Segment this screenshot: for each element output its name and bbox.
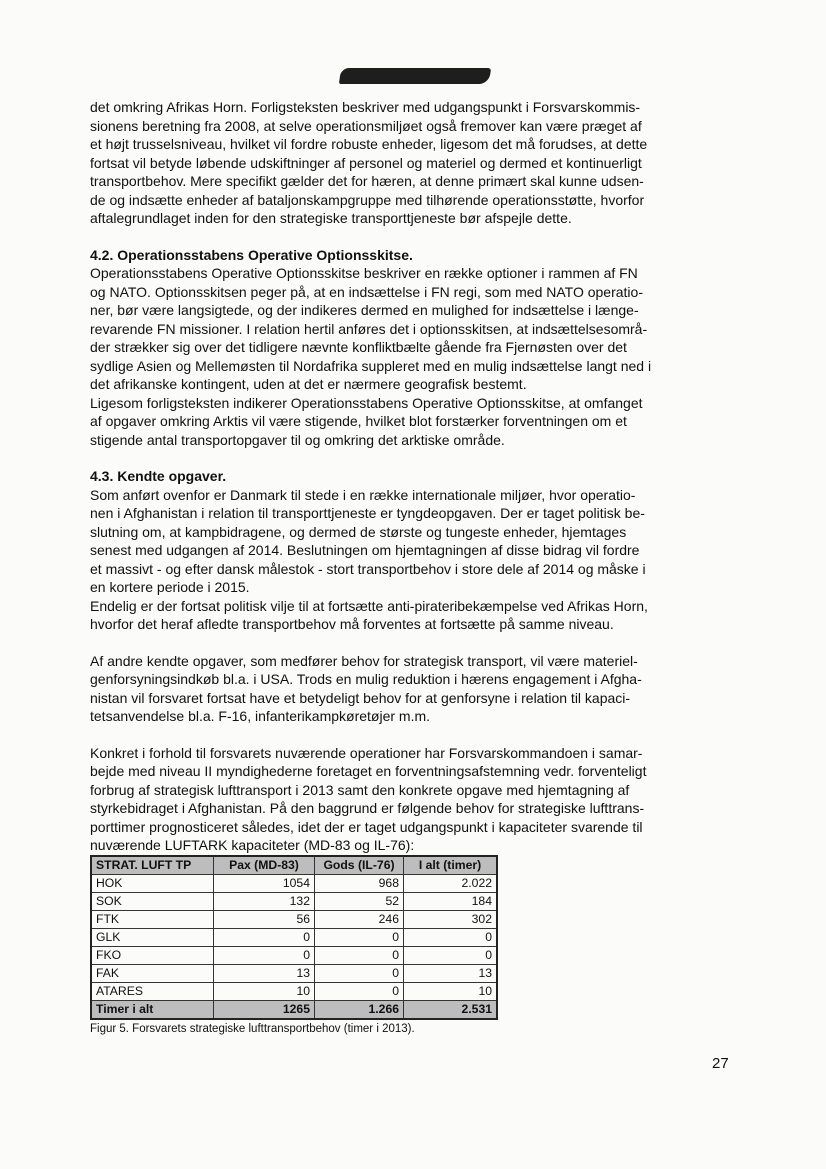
table-cell: 10 — [404, 982, 498, 1000]
text-line: senest med udgangen af 2014. Beslutningen om hjemtagningen af disse bidrag vil fordre — [90, 542, 640, 558]
text-line: forbrug af strategisk lufttransport i 2013 samt den konkrete opgave med hjemtagning af — [90, 781, 630, 798]
text-line: Af andre kendte opgaver, som medfører behov for strategisk transport, vil være materiel- — [90, 652, 638, 669]
text-line: revarende FN missioner. I relation hertil anføres det i optionsskitsen, at indsættelsesområ- — [90, 320, 648, 337]
table-cell: 302 — [404, 910, 498, 928]
text-line: af opgaver omkring Arktis vil være stigende, hvilket blot forstærker forventningen om et — [90, 413, 627, 429]
text-line: ner, bør være langsigtede, og der indikeres dermed en mulighed for indsættelse i længe- — [90, 302, 639, 318]
text-line: det afrikanske kontingent, uden at det er nærmere geografisk bestemt. — [90, 376, 527, 392]
table-cell: 968 — [315, 874, 404, 892]
section-4-3-paragraph-2 — [90, 652, 735, 726]
table-cell: FTK — [91, 910, 214, 928]
text-line: Som anført ovenfor er Danmark til stede i en række internationale miljøer, hvor operatio- — [90, 486, 636, 503]
table-row — [91, 874, 497, 892]
text-line: et højt trusselsniveau, hvilket vil fordre robuste enheder, ligesom det må forudses, at dette — [90, 136, 648, 152]
table-header-row — [91, 856, 497, 875]
text-line: slutning om, at kampbidragene, og dermed de største og tungeste enheder, hjemtages — [90, 523, 627, 540]
text-line: fortsat vil betyde løbende udskiftninger af personel og materiel og dermed et kontinuerligt — [90, 154, 642, 171]
table-cell: 0 — [404, 946, 498, 964]
text-line: de og indsætte enheder af bataljonskampgruppe med tilhørende operationsstøtte, hvorfor — [90, 191, 645, 208]
table-row — [91, 928, 497, 946]
column-header: STRAT. LUFT TP — [91, 856, 214, 875]
table-cell: 0 — [315, 946, 404, 964]
column-header: Pax (MD-83) — [214, 856, 315, 875]
text-line: Endelig er der fortsat politisk vilje til at fortsætte anti-pirateribekæmpelse ved Afrikas Horn, — [90, 597, 648, 614]
table-cell: GLK — [91, 928, 214, 946]
document-body — [90, 98, 735, 1038]
table-cell: SOK — [91, 892, 214, 910]
text-line: genforsyningsindkøb bl.a. i USA. Trods en mulig reduktion i hærens engagement i Afgha- — [90, 671, 642, 687]
table-cell: HOK — [91, 874, 214, 892]
table-cell: 0 — [404, 928, 498, 946]
column-header: Gods (IL-76) — [315, 856, 404, 875]
table-cell: 132 — [214, 892, 315, 910]
table-cell: 1054 — [214, 874, 315, 892]
table-cell: 13 — [404, 964, 498, 982]
text-line: aftalegrundlaget inden for den strategiske transporttjeneste bør afspejle dette. — [90, 210, 572, 226]
figure-caption: Figur 5. Forsvarets strategiske lufttransportbehov (timer i 2013). — [90, 1022, 415, 1035]
text-line: sionens beretning fra 2008, at selve operationsmiljøet også fremover kan være præget af — [90, 117, 642, 134]
text-line: en kortere periode i 2015. — [90, 579, 250, 595]
section-heading-4-2: 4.2. Operationsstabens Operative Optionsskitse. — [90, 246, 413, 263]
text-line: styrkebidraget i Afghanistan. På den baggrund er følgende behov for strategiske lufttrans- — [90, 800, 645, 816]
table-cell: 0 — [214, 946, 315, 964]
table-cell: Timer i alt — [91, 1000, 214, 1019]
section-heading-4-3: 4.3. Kendte opgaver. — [90, 468, 227, 484]
table-row — [91, 982, 497, 1000]
airlift-hours-table — [90, 855, 498, 1020]
table-cell: 2.022 — [404, 874, 498, 892]
table-cell: FKO — [91, 946, 214, 964]
table-row — [91, 910, 497, 928]
intro-paragraph — [90, 98, 735, 228]
text-line: porttimer prognosticeret således, idet der er taget udgangspunkt i kapaciteter svarende til — [90, 818, 643, 835]
redaction-mark — [339, 68, 491, 84]
table-total-row — [91, 1000, 497, 1019]
table-cell: 246 — [315, 910, 404, 928]
text-line: nen i Afghanistan i relation til transporttjeneste er tyngdeopgaven. Der er taget politisk be- — [90, 505, 645, 521]
table-cell: 0 — [315, 928, 404, 946]
table-cell: 1265 — [214, 1000, 315, 1019]
table-cell: 0 — [214, 928, 315, 946]
text-line: sydlige Asien og Mellemøsten til Nordafrika suppleret med en mulig indsættelse langt ned i — [90, 357, 652, 374]
text-line: et massivt - og efter dansk målestok - stort transportbehov i store dele af 2014 og måske i — [90, 560, 646, 577]
table-cell: 184 — [404, 892, 498, 910]
text-line: stigende antal transportopgaver til og omkring det arktiske område. — [90, 431, 505, 448]
table-cell: 52 — [315, 892, 404, 910]
table-cell: 10 — [214, 982, 315, 1000]
table-cell: 0 — [315, 964, 404, 982]
table-cell: 13 — [214, 964, 315, 982]
table-row — [91, 946, 497, 964]
table-row — [91, 964, 497, 982]
text-line: transportbehov. Mere specifikt gælder det for hæren, at denne primært skal kunne udsen- — [90, 173, 644, 189]
text-line: det omkring Afrikas Horn. Forligsteksten beskriver med udgangspunkt i Forsvarskommis- — [90, 99, 641, 115]
text-line: bejde med niveau II myndighederne foretaget en forventningsafstemning vedr. forventeligt — [90, 763, 647, 779]
column-header: I alt (timer) — [404, 856, 498, 875]
section-4-3-paragraph-3 — [90, 744, 735, 855]
table-cell: 1.266 — [315, 1000, 404, 1019]
text-line: Konkret i forhold til forsvarets nuværende operationer har Forsvarskommandoen i samar- — [90, 744, 643, 761]
section-4-3-body — [90, 486, 735, 634]
text-line: hvorfor det heraf afledte transportbehov må forventes at fortsætte på samme niveau. — [90, 616, 614, 632]
table-cell: FAK — [91, 964, 214, 982]
page-number: 27 — [712, 1055, 729, 1072]
table-cell: ATARES — [91, 982, 214, 1000]
table-cell: 2.531 — [404, 1000, 498, 1019]
section-4-2-body — [90, 264, 735, 449]
text-line: nuværende LUFTARK kapaciteter (MD-83 og IL-76): — [90, 837, 415, 853]
table-cell: 0 — [315, 982, 404, 1000]
text-line: nistan vil forsvaret fortsat have et betydeligt behov for at genforsyne i relation til kapaci- — [90, 689, 631, 706]
text-line: Operationsstabens Operative Optionsskitse beskriver en række optioner i rammen af FN — [90, 265, 638, 281]
table-cell: 56 — [214, 910, 315, 928]
table-row — [91, 892, 497, 910]
text-line: Ligesom forligsteksten indikerer Operationsstabens Operative Optionsskitse, at omfanget — [90, 394, 643, 411]
text-line: og NATO. Optionsskitsen peger på, at en indsættelse i FN regi, som med NATO operatio- — [90, 283, 643, 300]
text-line: der strækker sig over det tidligere nævnte konfliktbælte gående fra Fjernøsten over det — [90, 339, 627, 355]
text-line: tetsanvendelse bl.a. F-16, infanterikampkøretøjer m.m. — [90, 708, 431, 724]
